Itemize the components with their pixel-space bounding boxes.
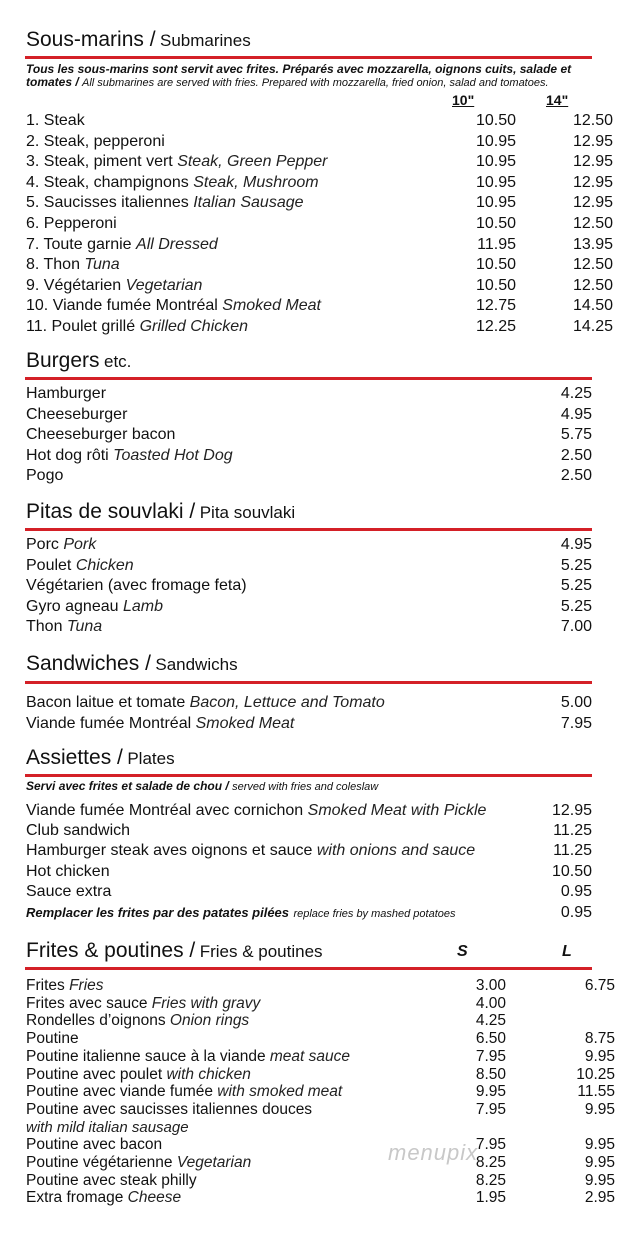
item-name-fr: 4. Steak, champignons	[26, 173, 189, 191]
item-price: 12.95	[572, 153, 613, 171]
item-name	[26, 556, 134, 576]
item-price: 5.25	[560, 597, 592, 615]
item-price: 8.25	[475, 1154, 506, 1171]
item-name	[26, 255, 120, 275]
item-name-en: Tuna	[66, 618, 103, 636]
item-name-fr: Végétarien (avec fromage feta)	[26, 577, 247, 595]
item-name-fr: Poulet	[26, 556, 72, 574]
menu-item-row	[26, 152, 613, 172]
item-name-fr: Gyro agneau	[26, 597, 119, 615]
item-price: 12.95	[572, 194, 613, 212]
item-name-fr: 5. Saucisses italiennes	[26, 194, 189, 212]
item-price: 8.25	[475, 1171, 506, 1189]
item-name	[26, 296, 321, 316]
item-name	[26, 617, 102, 637]
menu-item-row	[26, 801, 592, 821]
item-name	[26, 466, 63, 486]
item-price: 14.25	[572, 318, 613, 335]
item-price: 11.55	[577, 1083, 615, 1101]
item-name-en: Smoked Meat	[222, 297, 321, 315]
item-name	[26, 1189, 181, 1207]
item-name-fr: 11. Poulet grillé	[26, 318, 136, 335]
menu-item-row	[26, 1189, 615, 1209]
item-name-en: Bacon, Lettuce and Tomato	[189, 694, 385, 711]
item-name	[26, 882, 111, 902]
item-price: 0.95	[560, 882, 592, 900]
menu-item-row	[26, 111, 613, 131]
item-name-fr: Poutine avec bacon	[26, 1136, 163, 1154]
item-price: 9.95	[584, 1154, 615, 1171]
item-name-fr: 7. Toute garnie	[26, 235, 132, 253]
item-name	[26, 111, 85, 131]
item-name-en: with smoked meat	[217, 1083, 343, 1101]
item-name-en: meat sauce	[269, 1047, 351, 1065]
item-name-fr: 1. Steak	[26, 112, 85, 129]
item-name-fr: Sauce extra	[26, 882, 112, 900]
item-price: 4.25	[475, 1012, 506, 1030]
submarines-title: Sous-marins / Submarines	[26, 28, 251, 51]
col-small: S	[457, 943, 468, 960]
item-name	[26, 977, 104, 995]
item-price: 12.75	[475, 297, 516, 315]
item-name-fr: Club sandwich	[26, 822, 131, 840]
item-price: 5.25	[560, 577, 592, 595]
item-price: 10.50	[551, 862, 592, 880]
item-price: 10.50	[475, 112, 516, 129]
menu-item-row	[26, 693, 592, 713]
item-name-en: Onion rings	[169, 1012, 250, 1030]
item-price: 2.50	[560, 446, 592, 464]
item-price: 10.95	[475, 173, 516, 191]
item-price: 4.25	[560, 385, 592, 402]
menu-item-row	[26, 317, 613, 337]
item-price: 7.95	[475, 1100, 506, 1118]
item-price: 2.95	[584, 1189, 615, 1207]
item-name-en: Toasted Hot Dog	[113, 446, 233, 464]
item-name	[26, 152, 328, 172]
sandwiches-rule	[25, 681, 592, 684]
item-name-en: Smoked Meat	[195, 714, 295, 732]
item-name	[26, 1066, 251, 1084]
item-price: 5.00	[560, 694, 592, 711]
item-name-fr: Poutine italienne sauce à la viande	[26, 1047, 266, 1065]
plates-rule	[25, 774, 592, 777]
item-price: 5.75	[560, 426, 592, 444]
item-name-fr: Poutine végétarienne	[26, 1154, 173, 1171]
item-name	[26, 1100, 313, 1136]
item-price: 14.50	[572, 297, 613, 315]
item-name-fr: Extra fromage	[26, 1189, 124, 1207]
item-name-en: Chicken	[75, 556, 134, 574]
item-price: 12.50	[572, 215, 613, 232]
item-name	[26, 862, 110, 882]
item-price: 12.50	[572, 112, 613, 129]
burgers-rule	[25, 377, 592, 380]
item-name	[26, 173, 319, 193]
item-name-fr: 2. Steak, pepperoni	[26, 132, 165, 150]
item-price: 4.95	[560, 536, 592, 553]
menu-item-row	[26, 556, 592, 576]
item-name	[26, 132, 165, 152]
watermark: menupix	[388, 1140, 479, 1165]
item-name-fr: Poutine avec poulet	[26, 1065, 163, 1083]
menu-item-row	[26, 714, 592, 734]
fries-title: Frites & poutines / Fries & poutines	[26, 939, 323, 962]
item-price: 7.95	[475, 1047, 506, 1065]
menu-item-row	[26, 576, 592, 596]
sandwiches-title: Sandwiches / Sandwichs	[26, 652, 238, 675]
item-name-en: Tuna	[84, 256, 120, 274]
item-price: 5.25	[560, 556, 592, 574]
item-price: 13.95	[572, 235, 613, 253]
item-name-en: with onions and sauce	[316, 842, 476, 860]
menu-item-row	[26, 255, 613, 275]
item-price: 2.50	[560, 467, 592, 485]
item-price: 6.50	[475, 1030, 506, 1048]
item-name-fr: Viande fumée Montréal avec cornichon	[26, 802, 304, 819]
item-name-fr: Frites avec sauce	[26, 994, 148, 1012]
item-price: 6.75	[584, 977, 615, 994]
menu-item-row	[26, 384, 592, 404]
item-name	[26, 214, 117, 234]
item-price: 10.25	[576, 1065, 615, 1083]
item-price: 12.25	[475, 318, 516, 335]
item-name	[26, 1136, 162, 1154]
item-name	[26, 535, 96, 555]
item-name	[26, 821, 130, 841]
item-name	[26, 714, 294, 734]
item-name-en: Italian Sausage	[193, 194, 304, 212]
item-price: 7.95	[560, 714, 592, 732]
item-name	[26, 317, 248, 337]
pitas-title: Pitas de souvlaki / Pita souvlaki	[26, 500, 296, 523]
item-price: 7.95	[475, 1136, 506, 1154]
item-name	[26, 597, 163, 617]
item-name-en: Lamb	[122, 597, 163, 615]
item-name-en: Steak, Mushroom	[193, 173, 319, 191]
item-name-fr: 10. Viande fumée Montréal	[26, 297, 218, 315]
item-price: 4.00	[475, 994, 506, 1012]
col-14-inch: 14"	[546, 92, 569, 108]
item-price: 4.95	[560, 405, 592, 423]
menu-item-row	[26, 617, 592, 637]
menu-item-row	[26, 405, 592, 425]
item-name	[26, 1012, 249, 1030]
item-name	[26, 801, 486, 821]
item-price: 7.00	[560, 618, 592, 636]
col-large: L	[562, 943, 572, 960]
item-name-fr: Cheeseburger	[26, 405, 128, 423]
item-price: 3.00	[475, 977, 506, 994]
item-name-fr: Hot dog rôti	[26, 446, 109, 464]
item-name-en: Fries	[69, 977, 104, 994]
submarines-rule	[25, 56, 592, 59]
menu-item-row	[26, 173, 613, 193]
menu-item-row	[26, 235, 613, 255]
item-name	[26, 841, 475, 861]
menu-item-row	[26, 841, 592, 861]
item-price: 9.95	[584, 1136, 615, 1154]
item-price: 9.95	[584, 1171, 615, 1189]
menu-item-row	[26, 296, 613, 316]
item-price: 11.25	[553, 842, 592, 860]
item-name-fr: Bacon laitue et tomate	[26, 694, 186, 711]
plates-title: Assiettes / Plates	[26, 746, 175, 769]
item-price: 12.50	[572, 256, 613, 274]
item-name-fr: Poutine avec saucisses italiennes douces	[26, 1100, 313, 1118]
item-name	[26, 576, 247, 596]
item-price: 12.50	[572, 276, 613, 294]
item-price: 11.25	[553, 822, 592, 840]
item-name-en: Pork	[63, 536, 97, 553]
menu-item-row	[26, 193, 613, 213]
item-name-fr: 8. Thon	[26, 256, 80, 274]
menu-item-row	[26, 276, 613, 296]
item-price: 12.95	[551, 802, 592, 819]
item-name-fr: 3. Steak, piment vert	[26, 153, 173, 171]
item-name-fr: Hamburger steak aves oignons et sauce	[26, 842, 313, 860]
item-name	[26, 1083, 342, 1101]
menu-item-row	[26, 466, 592, 486]
item-name	[26, 193, 304, 213]
item-name	[26, 276, 202, 296]
item-price: 8.75	[584, 1030, 615, 1048]
item-name	[26, 1154, 251, 1172]
item-name-en: Grilled Chicken	[139, 318, 249, 335]
menu-item-row	[26, 132, 613, 152]
item-name-fr: Rondelles d’oignons	[26, 1012, 166, 1030]
col-10-inch: 10"	[452, 92, 475, 108]
item-name	[26, 1172, 197, 1190]
item-price: 9.95	[584, 1100, 615, 1118]
item-price: 9.95	[584, 1047, 615, 1065]
item-name	[26, 235, 218, 255]
burgers-title: Burgers etc.	[26, 349, 132, 372]
item-name-en: Vegetarian	[176, 1154, 252, 1171]
item-name-en: Smoked Meat with Pickle	[307, 802, 487, 819]
item-name-fr: Frites	[26, 977, 65, 994]
item-name-en: All Dressed	[136, 235, 218, 253]
submarines-note: Tous les sous-marins sont servit avec frites. Préparés avec mozzarella, oignons cuits, salade et tomates / All submarines are served with fries. Prepared with mozzarella, fried onion, salad and tomatoes.	[26, 62, 572, 89]
menu-item-row	[26, 446, 592, 466]
menu-item-row	[26, 882, 592, 902]
pitas-rule	[25, 528, 592, 531]
item-name-en: Fries with gravy	[151, 994, 261, 1012]
item-name-fr: Porc	[26, 536, 59, 553]
item-price: 11.95	[477, 235, 516, 253]
item-name	[26, 1030, 79, 1048]
item-price: 10.50	[475, 256, 516, 274]
item-name-fr: Hamburger	[26, 385, 107, 402]
menu-item-row	[26, 862, 592, 882]
plates-note: Servi avec frites et salade de chou / served with fries and coleslaw	[26, 779, 379, 793]
item-name-fr: Thon	[26, 618, 63, 636]
item-name	[26, 425, 175, 445]
item-name-en: Vegetarian	[125, 276, 203, 294]
menu-item-row	[26, 1100, 615, 1136]
item-name-en: Steak, Green Pepper	[177, 153, 328, 171]
item-price: 10.95	[475, 153, 516, 171]
item-name-fr: Poutine	[26, 1030, 79, 1048]
item-name	[26, 405, 127, 425]
item-name-en: with chicken	[166, 1065, 251, 1083]
item-name	[26, 693, 385, 713]
item-name-en: with mild italian sausage	[26, 1118, 189, 1136]
item-name-fr: Poutine avec steak philly	[26, 1171, 197, 1189]
item-price: 8.50	[475, 1065, 506, 1083]
menu-item-row	[26, 214, 613, 234]
item-name	[26, 1048, 350, 1066]
item-name-fr: Cheeseburger bacon	[26, 426, 176, 444]
item-price: 1.95	[475, 1189, 506, 1207]
fries-rule	[25, 967, 592, 970]
item-price: 12.95	[572, 132, 613, 150]
item-price: 10.95	[475, 194, 516, 212]
item-name-fr: Hot chicken	[26, 862, 110, 880]
item-name-fr: 6. Pepperoni	[26, 215, 117, 232]
item-name	[26, 995, 260, 1013]
item-price: 10.50	[475, 276, 516, 294]
item-name-fr: Pogo	[26, 467, 64, 485]
menu-item-row	[26, 821, 592, 841]
item-name-fr: Poutine avec viande fumée	[26, 1083, 213, 1101]
item-price: 12.95	[572, 173, 613, 191]
item-name-fr: 9. Végétarien	[26, 276, 122, 294]
replace-fries-row: Remplacer les frites par des patates pilées replace fries by mashed potatoes 0.95	[26, 904, 592, 921]
item-name	[26, 384, 106, 404]
menu-item-row	[26, 425, 592, 445]
menu-item-row	[26, 597, 592, 617]
item-name-fr: Viande fumée Montréal	[26, 714, 192, 732]
item-price: 10.95	[475, 132, 516, 150]
item-price: 9.95	[475, 1083, 506, 1101]
item-name	[26, 446, 233, 466]
menu-item-row	[26, 535, 592, 555]
item-name-en: Cheese	[127, 1189, 182, 1207]
item-price: 10.50	[475, 215, 516, 232]
